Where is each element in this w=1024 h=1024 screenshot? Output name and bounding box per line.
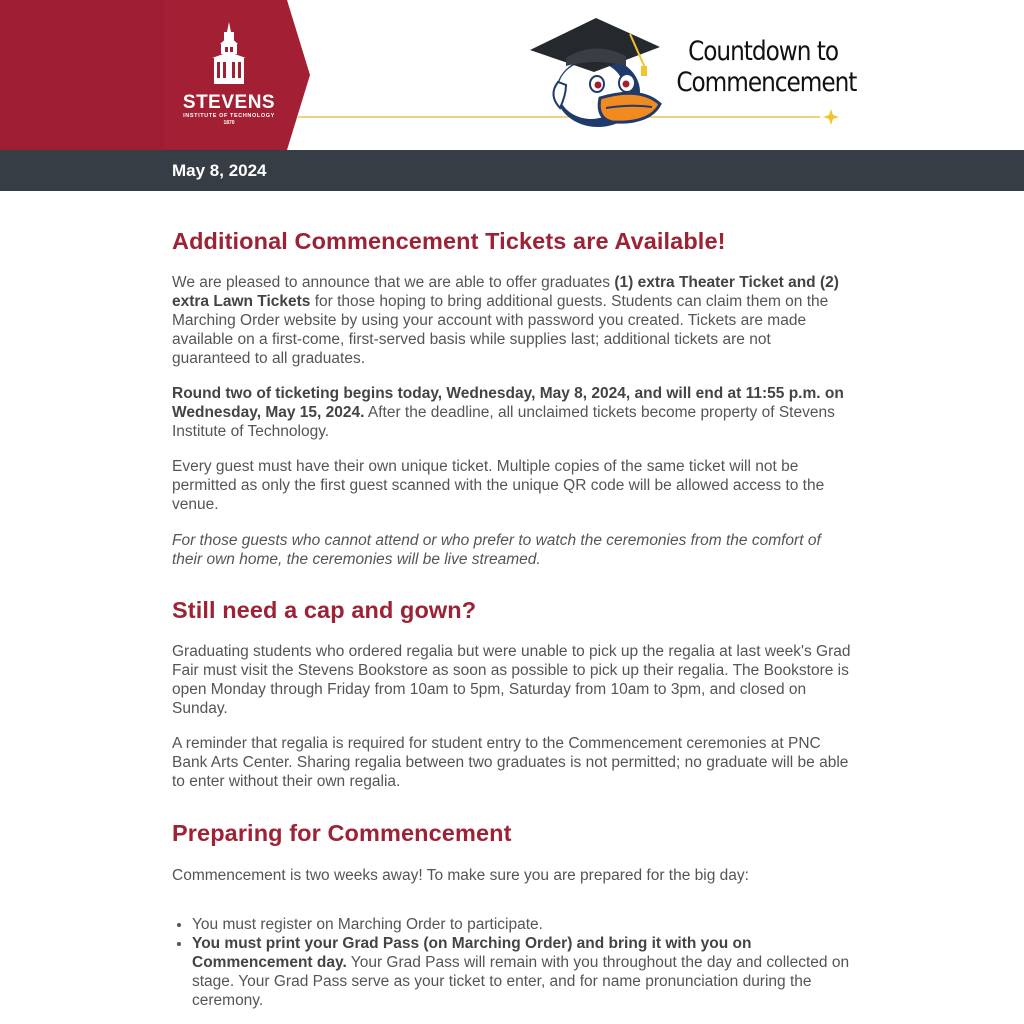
stevens-tower-icon [206, 22, 252, 86]
list-item: • You must register on Marching Order to participate. [192, 915, 852, 934]
tickets-heading: Additional Commencement Tickets are Available! [172, 228, 726, 254]
tickets-p2-deadline: After the deadline, all unclaimed tickets become property of Stevens Institute of Technology. [172, 404, 835, 440]
preparing-checklist [172, 915, 852, 1010]
preparing-intro: Commencement is two weeks away! To make sure you are prepared for the big day: [172, 867, 749, 884]
tickets-p2-dates: Round two of ticketing begins today, Wednesday, May 8, 2024, and will end at 11:55 p.m. on Wednesday, May 15, 2024. [172, 385, 844, 421]
graduation-cap-icon [530, 18, 660, 72]
preparing-heading: Preparing for Commencement [172, 820, 512, 846]
countdown-title [676, 36, 857, 98]
newsletter-body [172, 227, 852, 1010]
institution-subtitle: INSTITUTE OF TECHNOLOGY [183, 113, 275, 119]
tickets-p1-intro: We are pleased to announce that we are able to offer graduates [172, 274, 615, 291]
brand-chevron-shade [0, 0, 164, 150]
duck-mascot-icon [530, 18, 660, 127]
regalia-paragraph-1: Graduating students who ordered regalia but were unable to pick up the regalia at last week's Grad Fair must visit the Stevens Bookstore as soon as possible to pick up their regalia. The Bookstore is open Monday through Friday from 10am to 5pm, Saturday from 10am to 3pm, and closed on Sunday. [172, 643, 851, 717]
tickets-p1-offer: (1) extra Theater Ticket and (2) extra Lawn Tickets [172, 274, 839, 310]
date-bar [0, 150, 1024, 191]
sparkle-icon [823, 109, 839, 125]
tickets-paragraph-3: Every guest must have their own unique ticket. Multiple copies of the same ticket will not be permitted as only the first guest scanned with the unique QR code will be allowed access to the venue. [172, 458, 825, 513]
stevens-logo[interactable] [172, 22, 286, 127]
countdown-title-line1: Countdown to [688, 36, 838, 67]
tickets-paragraph-4: For those guests who cannot attend or who prefer to watch the ceremonies from the comfort of their own home, the ceremonies will be live streamed. [172, 532, 821, 568]
regalia-paragraph-2: A reminder that regalia is required for student entry to the Commencement ceremonies at PNC Bank Arts Center. Sharing regalia between two graduates is not permitted; no graduate will be able to enter without their own regalia. [172, 735, 849, 790]
grad-pass-requirement: You must print your Grad Pass (on Marching Order) and bring it with you on Commencement day. [192, 935, 752, 971]
tickets-paragraph-2 [172, 384, 852, 441]
institution-year: 1870 [223, 120, 235, 126]
grad-pass-details: Your Grad Pass will remain with you throughout the day and collected on stage. Your Grad Pass serve as your ticket to enter, and for name pronunciation during the ceremony. [192, 954, 850, 1009]
tickets-p1-details: for those hoping to bring additional guests. Students can claim them on the Marching Order website by using your account with password you created. Tickets are made available on a first-come, first-served basis while supplies last; additional tickets are not guaranteed to all graduates. [172, 293, 829, 367]
countdown-title-line2: Commencement [676, 67, 857, 98]
header-banner [0, 0, 1024, 150]
banner-graphics [0, 0, 1024, 150]
regalia-heading: Still need a cap and gown? [172, 597, 477, 623]
institution-name: STEVENS [182, 92, 276, 113]
newsletter-date: May 8, 2024 [172, 161, 267, 180]
list-item [192, 934, 852, 1010]
tickets-paragraph-1 [172, 273, 852, 368]
